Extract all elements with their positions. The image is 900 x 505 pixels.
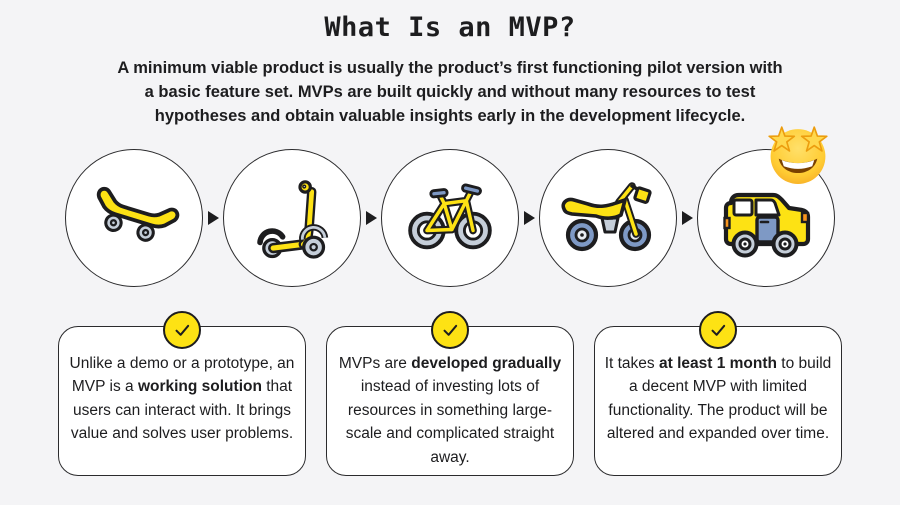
fact-card-developed-gradually (326, 326, 574, 476)
fact-card-one-month (594, 326, 842, 476)
page-title: What Is an MVP? (324, 12, 576, 43)
facts-row (0, 326, 900, 476)
intro-text (0, 56, 900, 128)
stage-circle-car (697, 149, 835, 287)
scooter-icon (245, 171, 339, 265)
stage-circle-motorcycle (539, 149, 677, 287)
motorcycle-icon (558, 168, 658, 268)
intro-line: hypotheses and obtain valuable insights early in the development lifecycle. (154, 107, 746, 125)
checkmark-icon (169, 317, 195, 343)
star-struck-emoji-icon (759, 119, 837, 186)
intro-line: A minimum viable product is usually the product’s first functioning pilot version with (117, 59, 783, 77)
stage-circle-bicycle (381, 149, 519, 287)
bicycle-icon (402, 170, 498, 266)
fact-card-working-solution (58, 326, 306, 476)
stage-circle-skateboard (65, 149, 203, 287)
stage-circle-scooter (223, 149, 361, 287)
skateboard-icon (86, 170, 182, 266)
check-badge (699, 311, 737, 349)
card-text: It takes at least 1 month to build a decent MVP with limited functionality. The product will be altered and expanded over time. (604, 355, 832, 443)
checkmark-icon (437, 317, 463, 343)
right-arrow-icon (524, 211, 535, 225)
right-arrow-icon (682, 211, 693, 225)
card-text: MVPs are developed gradually instead of investing lots of resources in something large-scale and complicated straight away. (338, 355, 562, 466)
right-arrow-icon (366, 211, 377, 225)
right-arrow-icon (208, 211, 219, 225)
check-badge (163, 311, 201, 349)
checkmark-icon (705, 317, 731, 343)
intro-line: a basic feature set. MVPs are built quickly and without many resources to test (144, 83, 756, 101)
evolution-row (0, 149, 900, 287)
card-text: Unlike a demo or a prototype, an MVP is a working solution that users can interact with. It brings value and solves user problems. (69, 355, 295, 443)
check-badge (431, 311, 469, 349)
